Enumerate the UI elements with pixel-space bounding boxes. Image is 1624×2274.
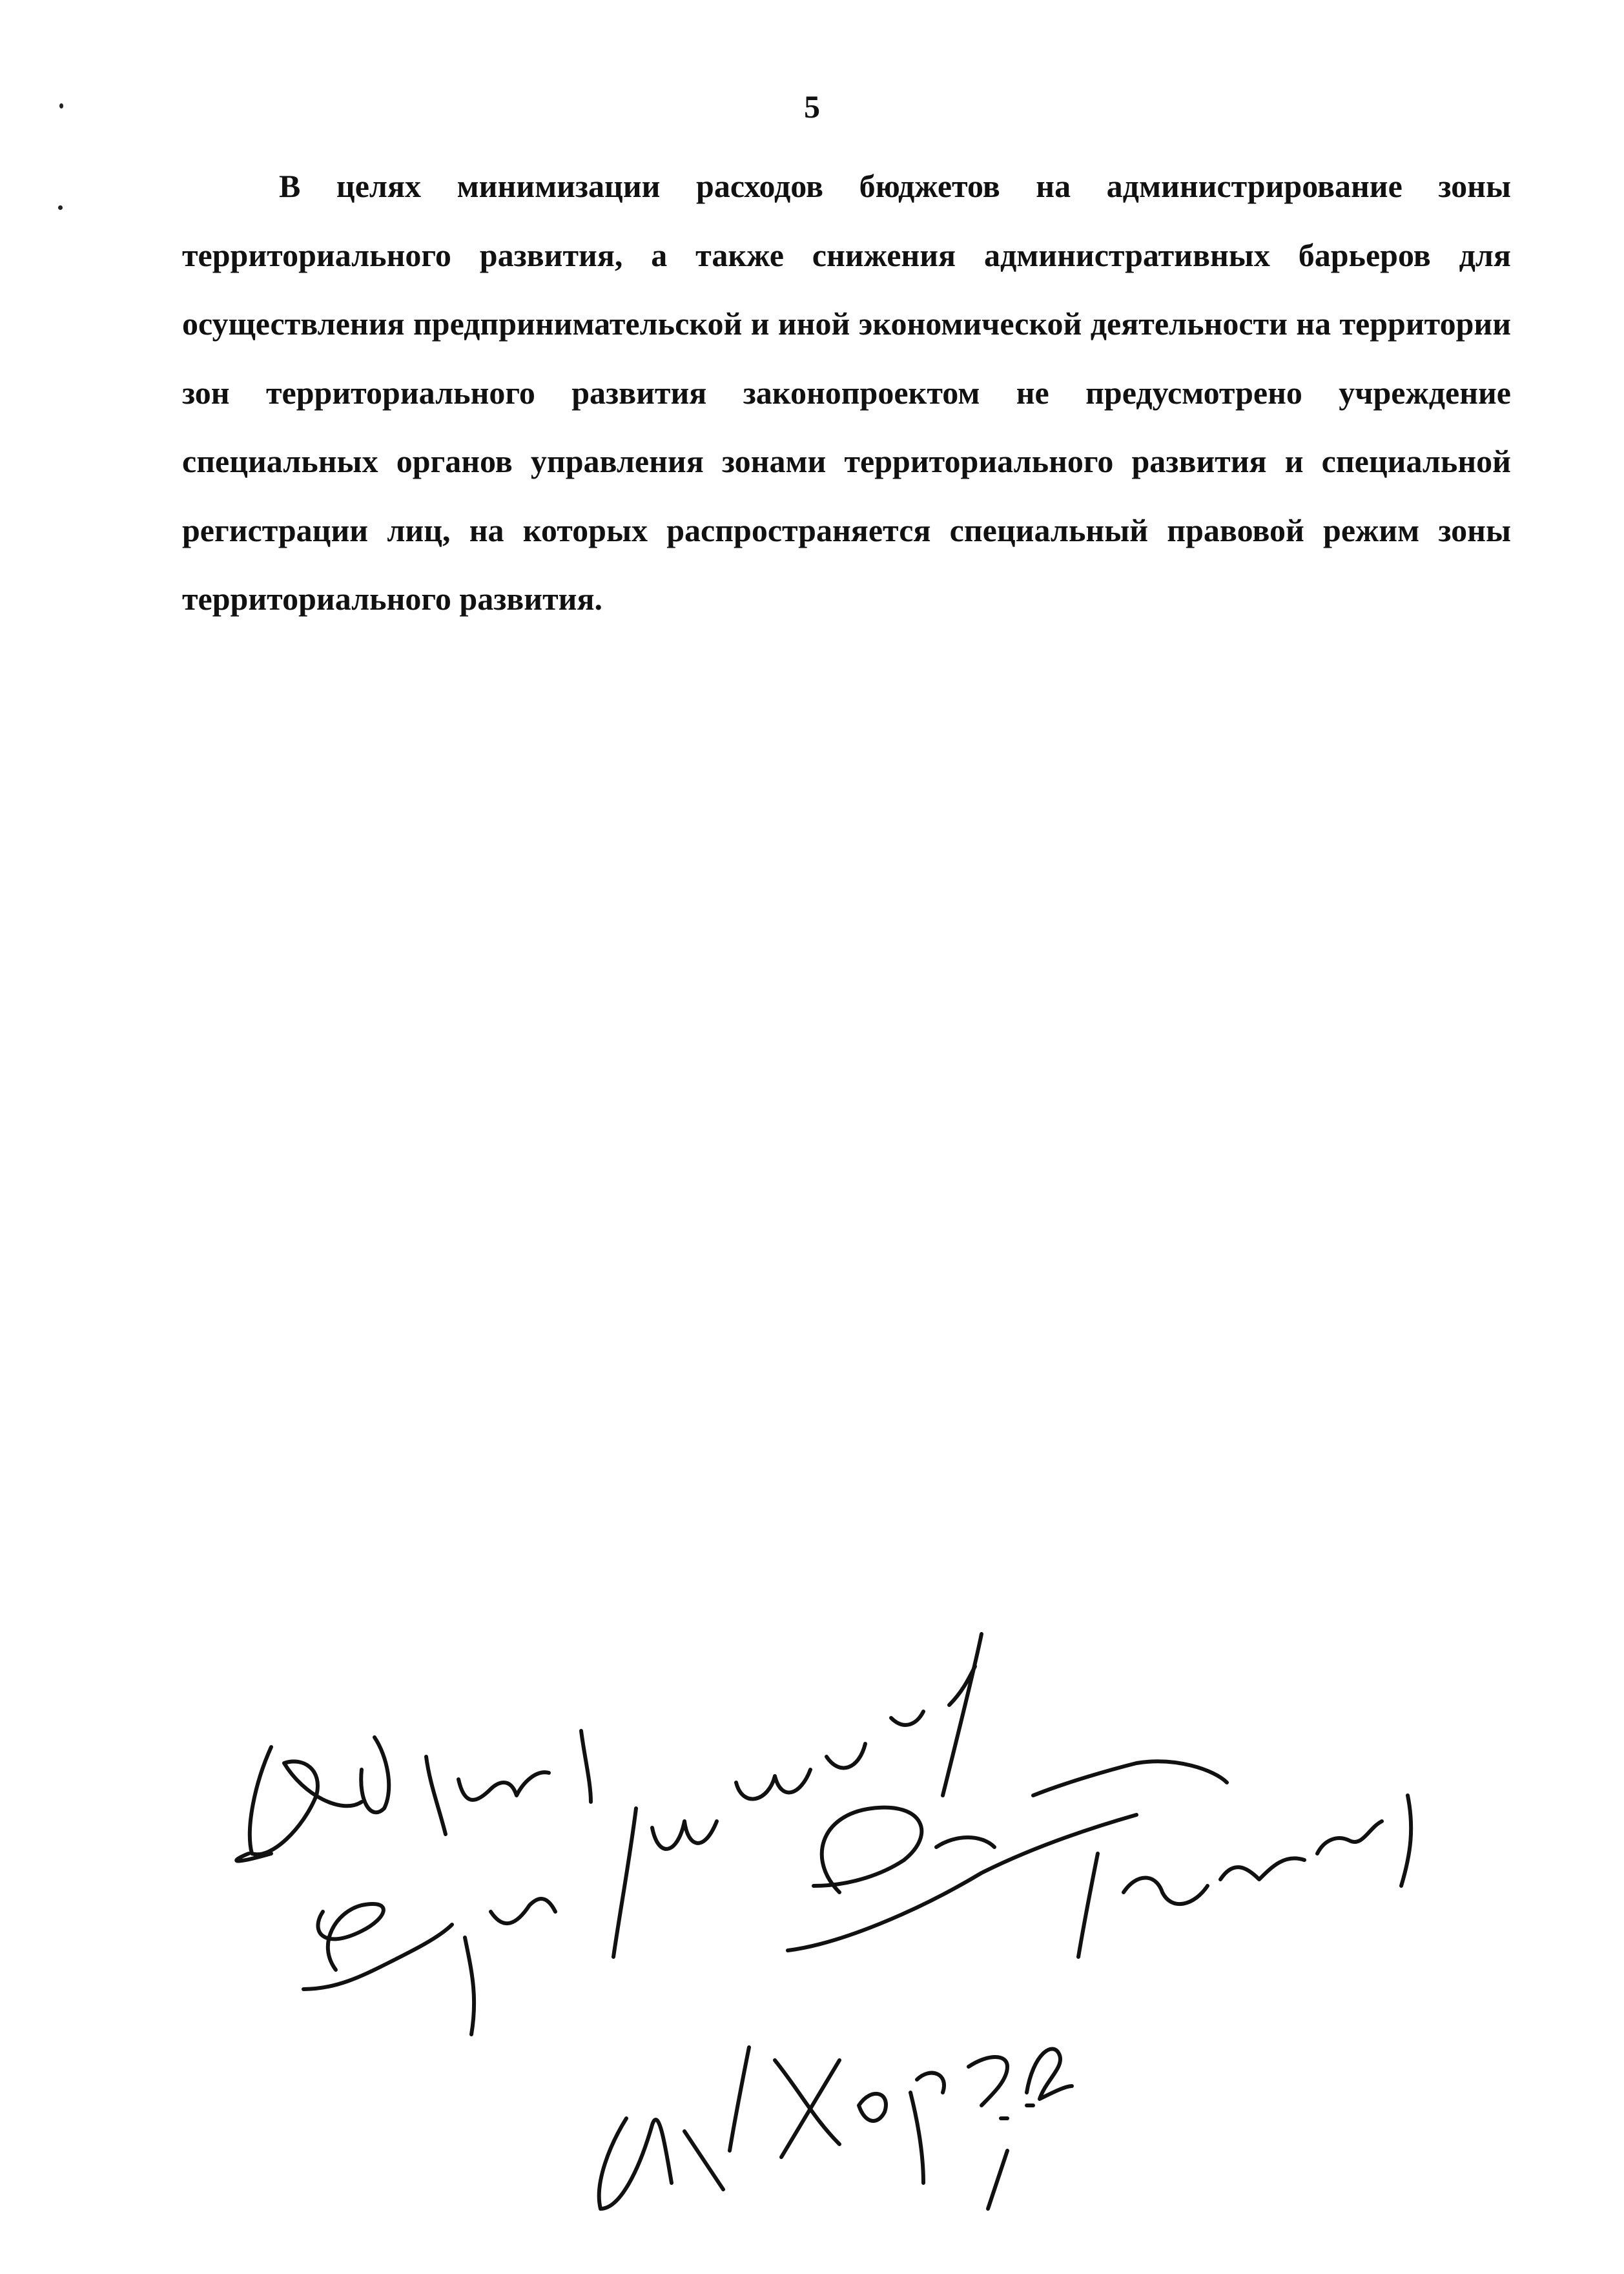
signature-isaev xyxy=(613,1634,982,1957)
page-number: 5 xyxy=(804,88,820,125)
signature-federov xyxy=(788,1761,1411,1957)
signature-khor xyxy=(599,2047,1072,2209)
signature-third xyxy=(303,1899,555,2034)
body-paragraph: В целях минимизации расходов бюджетов на администрирование зоны территориального развития, а также снижения административных барьеров для осуществления предпринимательской и иной экономической деятельности на территории зон территориального развития законопроектом не предусмотрено учреждение специальных органов управления зонами территориального развития и специальной регистрации лиц, на которых распространяется специальный правовой режим зоны территориального развития. xyxy=(182,168,1511,617)
signature-kashin xyxy=(236,1731,591,1861)
